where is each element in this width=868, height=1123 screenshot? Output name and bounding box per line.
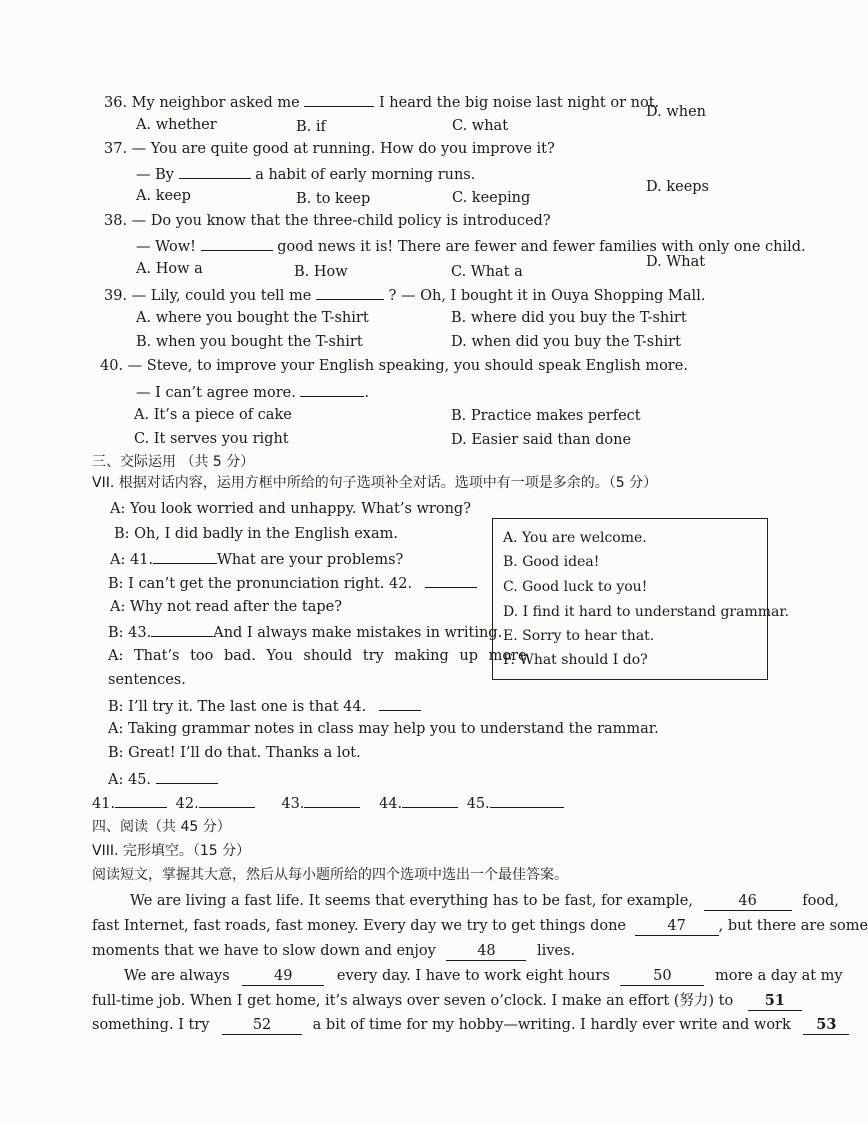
answer-blank[interactable] (379, 696, 421, 711)
option-a[interactable]: A. How a (136, 261, 203, 277)
question-40-line2 (136, 382, 369, 402)
option-a[interactable]: A. keep (136, 188, 191, 204)
question-number: 39. (104, 288, 128, 304)
answer-blank[interactable] (179, 164, 251, 179)
question-37 (104, 140, 555, 158)
option-a[interactable]: A. whether (136, 117, 217, 133)
passage-text: full-time job. When I get home, it’s always over seven o’clock. I make an effort (努力) to (92, 993, 734, 1009)
passage-text: every day. I have to work eight hours (336, 968, 610, 984)
question-text: My neighbor asked me (131, 95, 300, 111)
passage-line (92, 1016, 849, 1035)
option-c[interactable]: C. what (452, 118, 509, 134)
passage-line (92, 992, 802, 1011)
question-text: I heard the big noise last night or not. (378, 95, 660, 111)
option-b[interactable]: B. if (296, 119, 326, 135)
dialogue-label: A: 45. (108, 772, 152, 788)
answer-blank[interactable] (304, 92, 374, 107)
answer-label: 41. (92, 796, 116, 812)
box-option-d: D. I find it hard to understand grammar. (503, 604, 789, 620)
passage-line (92, 942, 575, 961)
option-b[interactable]: B. to keep (296, 191, 371, 207)
passage-line (124, 967, 843, 986)
cloze-blank-48[interactable]: 48 (446, 942, 526, 961)
answer-blank[interactable] (300, 382, 364, 397)
box-option-e: E. Sorry to hear that. (503, 628, 655, 644)
dialogue-line (108, 622, 502, 642)
question-text: — By (136, 167, 174, 183)
question-text: — I can’t agree more. (136, 385, 296, 401)
passage-text: something. I try (92, 1017, 210, 1033)
question-number: 40. (100, 358, 124, 374)
question-text: good news it is! There are fewer and fewer families with only one child. (277, 239, 806, 255)
question-text: — Lily, could you tell me (131, 288, 312, 304)
option-d[interactable]: D. when did you buy the T-shirt (451, 334, 681, 350)
cloze-blank-52[interactable]: 52 (222, 1016, 302, 1035)
dialogue-label: B: 43. (108, 625, 152, 641)
option-c[interactable]: C. keeping (452, 190, 531, 206)
option-b[interactable]: B. How (294, 264, 348, 280)
passage-text: fast Internet, fast roads, fast money. Every day we try to get things done (92, 918, 627, 934)
dialogue-line (110, 549, 403, 569)
passage-text: moments that we have to slow down and enjoy (92, 943, 436, 959)
answer-blank[interactable] (151, 622, 213, 637)
passage-text: a bit of time for my hobby—writing. I hardly ever write and work (312, 1017, 791, 1033)
section-subtitle: VIII. 完形填空。（15 分） (92, 843, 251, 859)
dialogue-text: B: I’ll try it. The last one is that 44. (108, 699, 367, 715)
answer-blank-41[interactable] (115, 793, 167, 808)
section-instructions: 阅读短文，掌握其大意，然后从每小题所给的四个选项中选出一个最佳答案。 (92, 867, 568, 883)
answer-label: 45. (466, 796, 490, 812)
question-39 (104, 285, 705, 305)
section-title: 三、交际运用 （共 5 分） (92, 454, 255, 470)
answer-row (92, 793, 564, 813)
cloze-blank-46[interactable]: 46 (704, 892, 792, 911)
answer-label: 43. (281, 796, 305, 812)
answer-blank[interactable] (156, 769, 218, 784)
period: . (364, 385, 370, 401)
dialogue-line: B: Oh, I did badly in the English exam. (114, 526, 398, 542)
answer-blank-45[interactable] (490, 793, 564, 808)
question-text: — Oh, I bought it in Ouya Shopping Mall. (401, 288, 706, 304)
section-instructions: VII. 根据对话内容，运用方框中所给的句子选项补全对话。选项中有一项是多余的。（5 分） (92, 475, 658, 491)
dialogue-line (108, 573, 477, 593)
question-text: — Steve, to improve your English speaking, you should speak English more. (127, 358, 688, 374)
option-c[interactable]: B. where did you buy the T-shirt (451, 310, 687, 326)
cloze-blank-53[interactable]: 53 (803, 1016, 849, 1035)
passage-line (92, 917, 868, 936)
options-box (492, 518, 789, 680)
question-text: a habit of early morning runs. (255, 167, 476, 183)
question-text: — Do you know that the three-child policy is introduced? (131, 213, 551, 229)
section-title: 四、阅读（共 45 分） (92, 819, 231, 835)
box-option-f: F. What should I do? (503, 652, 648, 668)
question-text: — You are quite good at running. How do you improve it? (131, 141, 555, 157)
answer-label: 42. (175, 796, 199, 812)
question-37-line2 (136, 164, 475, 184)
option-b[interactable]: B. when you bought the T-shirt (136, 334, 363, 350)
answer-blank[interactable] (425, 573, 477, 588)
box-option-b: B. Good idea! (503, 554, 600, 570)
option-a[interactable]: A. It’s a piece of cake (134, 407, 292, 423)
answer-blank-43[interactable] (304, 793, 360, 808)
answer-blank[interactable] (201, 236, 273, 251)
answer-blank[interactable] (316, 285, 384, 300)
dialogue-line: B: Great! I’ll do that. Thanks a lot. (108, 745, 361, 761)
dialogue-label: A: 41. (110, 552, 154, 568)
passage-text: lives. (537, 943, 576, 959)
cloze-blank-49[interactable]: 49 (242, 967, 324, 986)
option-d[interactable]: D. What (646, 254, 706, 270)
cloze-blank-47[interactable]: 47 (635, 917, 719, 936)
answer-blank-42[interactable] (199, 793, 255, 808)
passage-text: We are always (124, 968, 230, 984)
passage-text: We are living a fast life. It seems that everything has to be fast, for example, (130, 893, 693, 909)
cloze-blank-51[interactable]: 51 (748, 992, 802, 1011)
question-38-line2 (136, 236, 806, 256)
answer-blank-44[interactable] (402, 793, 458, 808)
option-a[interactable]: A. where you bought the T-shirt (136, 310, 369, 326)
question-number: 37. (104, 141, 128, 157)
question-38 (104, 212, 551, 230)
dialogue-text: B: I can’t get the pronunciation right. 42. (108, 576, 413, 592)
passage-line (130, 892, 839, 911)
option-b[interactable]: B. Practice makes perfect (451, 408, 641, 424)
dialogue-line: A: You look worried and unhappy. What’s wrong? (110, 501, 471, 517)
question-text: — Wow! (136, 239, 196, 255)
question-text: ? (388, 288, 397, 304)
box-option-c: C. Good luck to you! (503, 579, 648, 595)
option-c[interactable]: C. It serves you right (134, 431, 289, 447)
answer-blank[interactable] (153, 549, 217, 564)
dialogue-line: sentences. (108, 672, 186, 688)
option-c[interactable]: C. What a (451, 264, 523, 280)
option-d[interactable]: D. Easier said than done (451, 432, 632, 448)
passage-text: , but there are some (718, 918, 868, 934)
dialogue-line: A: That’s too bad. You should try making up more (108, 648, 527, 664)
question-number: 38. (104, 213, 128, 229)
dialogue-line (108, 696, 421, 716)
question-36 (104, 92, 659, 112)
passage-text: food, (802, 893, 839, 909)
answer-label: 44. (379, 796, 403, 812)
question-number: 36. (104, 95, 128, 111)
option-d[interactable]: D. keeps (646, 179, 709, 195)
dialogue-text: What are your problems? (217, 552, 404, 568)
question-40 (100, 357, 688, 375)
dialogue-line (108, 769, 218, 789)
dialogue-line: A: Why not read after the tape? (110, 599, 342, 615)
passage-text: more a day at my (714, 968, 843, 984)
box-option-a: A. You are welcome. (503, 530, 647, 546)
dialogue-text: And I always make mistakes in writing. (213, 625, 503, 641)
dialogue-line: A: Taking grammar notes in class may help you to understand the rammar. (108, 721, 659, 737)
cloze-blank-50[interactable]: 50 (620, 967, 704, 986)
option-d[interactable]: D. when (646, 104, 706, 120)
